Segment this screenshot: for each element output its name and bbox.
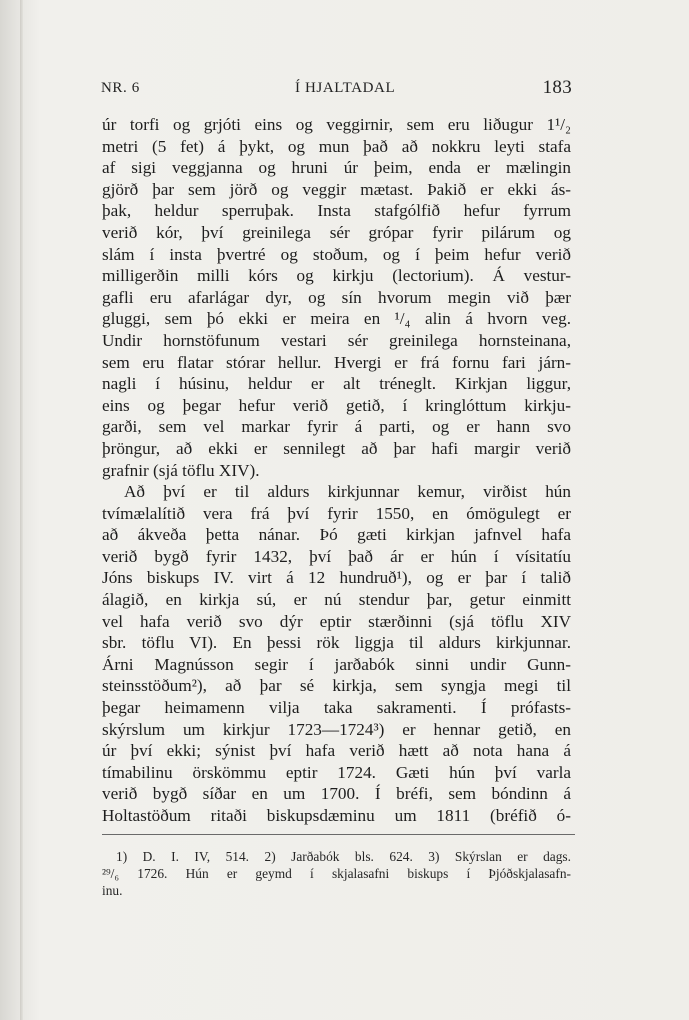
text-line: vel hafa verið svo dýr eptir stærðinni (sjá töflu XIV [102,611,571,631]
text-line: þegar heimamenn vilja taka sakramenti. Í prófasts- [102,698,571,718]
footnote-divider [102,834,575,835]
text-line: grafnir (sjá töflu XIV). [102,460,260,480]
text-line: tvímælalítið vera frá því fyrir 1550, en ómögulegt er [102,503,571,523]
body-text [102,114,571,827]
text-line: þak, heldur sperruþak. Insta stafgólfið hefur fyrrum [102,201,571,221]
text-line: sem eru flatar stórar hellur. Hvergi er frá fornu fari járn- [102,352,571,372]
text-line: sbr. töflu VI). En þessi rök liggja til aldurs kirkjunnar. [102,633,571,653]
page-gutter [20,0,23,1020]
text-line: gluggi, sem þó ekki er meira en ¹/₄ alin á hvorn veg. [102,309,571,329]
text-line: álagið, en kirkja sú, er nú stendur þar, getur einmitt [102,590,571,610]
header-issue-number: NR. 6 [101,80,140,96]
text-line: garði, sem vel markar fyrir á parti, og er hann svo [102,417,571,437]
text-line: verið bygð síðar en um 1700. Í bréfi, sem bóndinn á [102,784,571,804]
text-line: þröngur, að ekki er sennilegt að þar hafi margir verið [102,438,571,458]
text-line: úr því ekki; sýnist því hafa verið hætt að nota hana á [102,741,571,761]
text-line: gjörð þar sem jörð og veggir mætast. Þakið er ekki ás- [102,179,571,199]
header-title: Í HJALTADAL [295,80,396,96]
text-line: Undir hornstöfunum vestari sér greinilega hornsteinana, [102,330,571,350]
text-line: Holtastöðum ritaði biskupsdæminu um 1811 (bréfið ó- [102,806,571,825]
footnote-line: inu. [102,883,123,898]
text-line: slám í insta þvertré og stoðum, og í þeim hefur verið [102,244,571,264]
text-line: verið kór, því greinilega sér grópar fyrir pilárum og [102,222,571,242]
text-line: úr torfi og grjóti eins og veggirnir, sem eru liðugur 1¹/₂ [102,115,571,134]
text-line: að ákveða þetta nánar. Þó gæti kirkjan jafnvel hafa [102,525,571,545]
text-line: skýrslum um kirkjur 1723—1724³) er hennar getið, en [102,719,571,739]
running-header [101,74,576,104]
text-line: verið bygð fyrir 1432, því það ár er hún í vísitatíu [102,546,571,566]
text-line: tímabilinu örskömmu eptir 1724. Gæti hún því varla [102,762,571,782]
text-line: Að því er til aldurs kirkjunnar kemur, virðist hún [124,482,571,502]
text-line: gafli eru afarlágar dyr, og sín hvorum megin við þær [102,287,571,307]
footnotes [102,848,571,899]
page-number: 183 [542,77,572,98]
text-line: steinsstöðum²), að þar sé kirkja, sem syngja megi til [102,676,571,696]
text-line: eins og þegar hefur verið getið, í kringlóttum kirkju- [102,395,571,415]
text-line: Jóns biskups IV. virt á 12 hundruð¹), og er þar í talið [102,568,571,588]
footnote-line: 1) D. I. IV, 514. 2) Jarðabók bls. 624. 3) Skýrslan er dags. [116,849,571,864]
footnote-line: ²⁹/₆ 1726. Hún er geymd í skjalasafni biskups í Þjóðskjalasafn- [102,866,571,881]
text-line: nagli í húsinu, heldur er alt tréneglt. Kirkjan liggur, [102,374,571,394]
text-line: milligerðin milli kórs og kirkju (lectorium). Á vestur- [102,266,571,286]
text-line: Árni Magnússon segir í jarðabók sinni undir Gunn- [102,654,571,674]
text-line: metri (5 fet) á þykt, og mun það að nokkru leyti stafa [102,136,571,156]
text-line: af sigi veggjanna og hruni úr þeim, enda er mælingin [102,158,571,178]
